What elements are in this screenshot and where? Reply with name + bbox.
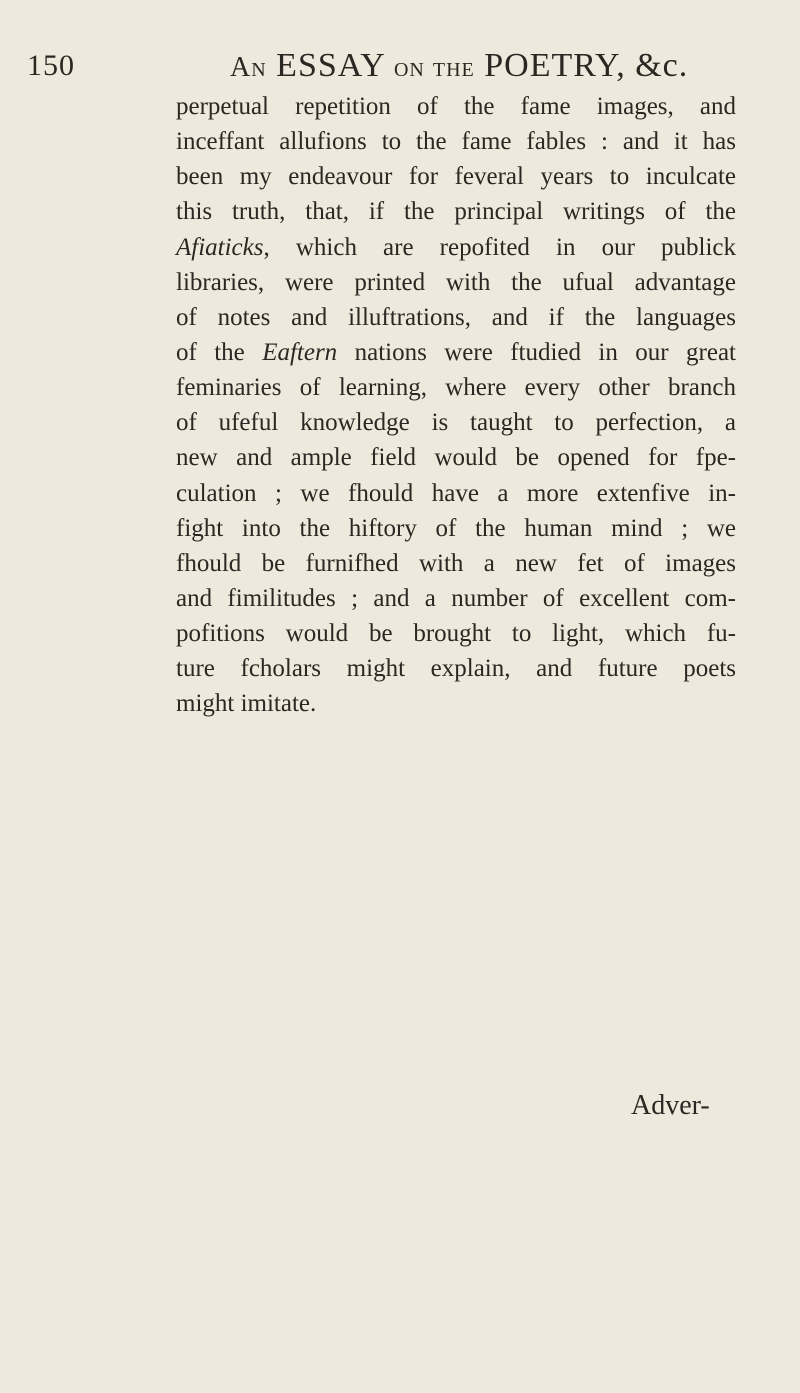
italic-word: Eaftern xyxy=(262,338,338,366)
page-number: 150 xyxy=(27,49,75,82)
running-head-part: ESSAY xyxy=(276,47,385,84)
italic-word: Afiaticks xyxy=(176,233,264,261)
catchword: Adver- xyxy=(631,1090,710,1121)
running-head-part: POETRY, &c. xyxy=(484,47,689,84)
text-line: been my endeavour for feveral years to inculcate xyxy=(176,163,736,191)
running-head xyxy=(230,44,790,90)
text-line: libraries, were printed with the ufual advantage xyxy=(176,268,736,296)
text-line: ture fcholars might explain, and future poets xyxy=(176,655,736,683)
running-head-part: An xyxy=(230,52,267,83)
body-text xyxy=(176,89,736,722)
text-segment: of the xyxy=(176,338,263,366)
text-line: inceffant allufions to the fame fables : and it has xyxy=(176,128,736,156)
text-line: fight into the hiftory of the human mind ; we xyxy=(176,514,736,542)
text-line: feminaries of learning, where every other branch xyxy=(176,374,736,402)
text-line xyxy=(176,230,736,265)
text-line: perpetual repetition of the fame images, and xyxy=(176,93,736,120)
running-head-part: on the xyxy=(393,52,475,83)
text-line: culation ; we fhould have a more extenfive in- xyxy=(176,479,736,507)
text-line: and fimilitudes ; and a number of excellent com- xyxy=(176,584,736,612)
text-line: fhould be furnifhed with a new fet of images xyxy=(176,549,736,577)
text-line xyxy=(176,335,736,370)
text-line: pofitions would be brought to light, which fu- xyxy=(176,620,736,648)
text-line: might imitate. xyxy=(176,690,317,718)
text-line: of notes and illuftrations, and if the languages xyxy=(176,303,736,331)
text-line: of ufeful knowledge is taught to perfection, a xyxy=(176,409,736,437)
text-line: this truth, that, if the principal writings of the xyxy=(176,198,736,226)
text-line: new and ample field would be opened for fpe- xyxy=(176,444,736,472)
text-segment: nations were ftudied in our great xyxy=(337,338,736,366)
text-segment: , which are repofited in our publick xyxy=(263,233,736,261)
